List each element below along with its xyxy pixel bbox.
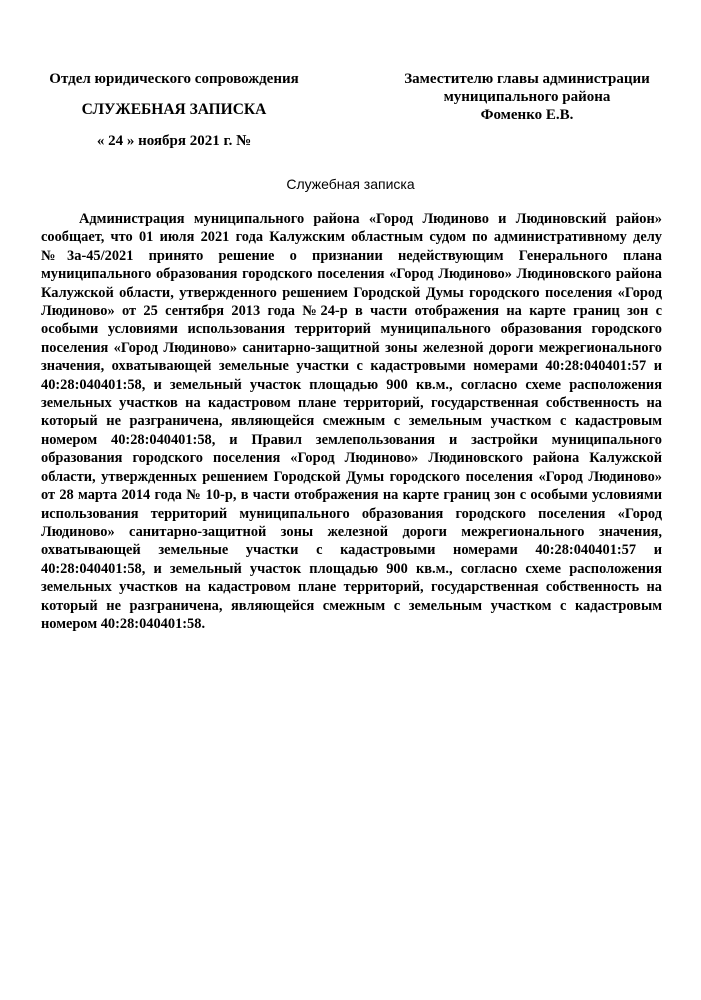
recipient-name: Фоменко Е.В.: [480, 107, 574, 123]
recipient-block: [372, 70, 682, 124]
recipient-organization: муниципального района: [443, 89, 611, 105]
memo-title: СЛУЖЕБНАЯ ЗАПИСКА: [81, 101, 267, 118]
memo-date: « 24 » ноября 2021 г. №: [96, 133, 252, 149]
department-name: Отдел юридического сопровождения: [49, 71, 299, 87]
recipient-position: Заместителю главы администрации: [404, 71, 650, 87]
memo-heading: Служебная записка: [286, 176, 415, 192]
sender-block: [18, 70, 330, 150]
memo-body-paragraph: Администрация муниципального района «Город Людиново и Людиновский район» сообщает, что 01 июля 2021 года Калужским областным судом по административному делу №3а-45/2021 принято решение о признании недействующим Генерального плана муниципального образования городского поселения «Город Людиново» Людиновского района Калужской области, утвержденного решением Городской Думы городского поселения «Город Людиново» от 25 сентября 2013 года №24-р в части отображения на карте границ зон с особыми условиями использования территорий муниципального образования городского поселения «Город Людиново» санитарно-защитной зоны железной дороги межрегионального значения, охватывающей земельные участки с кадастровыми номерами 40:28:040401:57 и 40:28:040401:58, и земельный участок площадью 900 кв.м., согласно схеме расположения земельных участков на кадастровом плане территорий, государственная собственность на который не разграничена, являющейся смежным с земельным участком с кадастровым номером 40:28:040401:58, и Правил землепользования и застройки муниципального образования городского поселения «Город Людиново» Людиновского района Калужской области, утвержденных решением Городской Думы городского поселения «Город Людиново» от 28 марта 2014 года № 10-р, в части отображения на карте границ зон с особыми условиями использования территорий муниципального образования городского поселения «Город Людиново» санитарно-защитной зоны железной дороги межрегионального значения, охватывающей земельные участки с кадастровыми номерами 40:28:040401:57 и 40:28:040401:58, и земельный участок площадью 900 кв.м., согласно схеме расположения земельных участков на кадастровом плане территорий, государственная собственность на который не разграничена, являющейся смежным с земельным участком с кадастровым номером 40:28:040401:58.: [41, 211, 662, 632]
